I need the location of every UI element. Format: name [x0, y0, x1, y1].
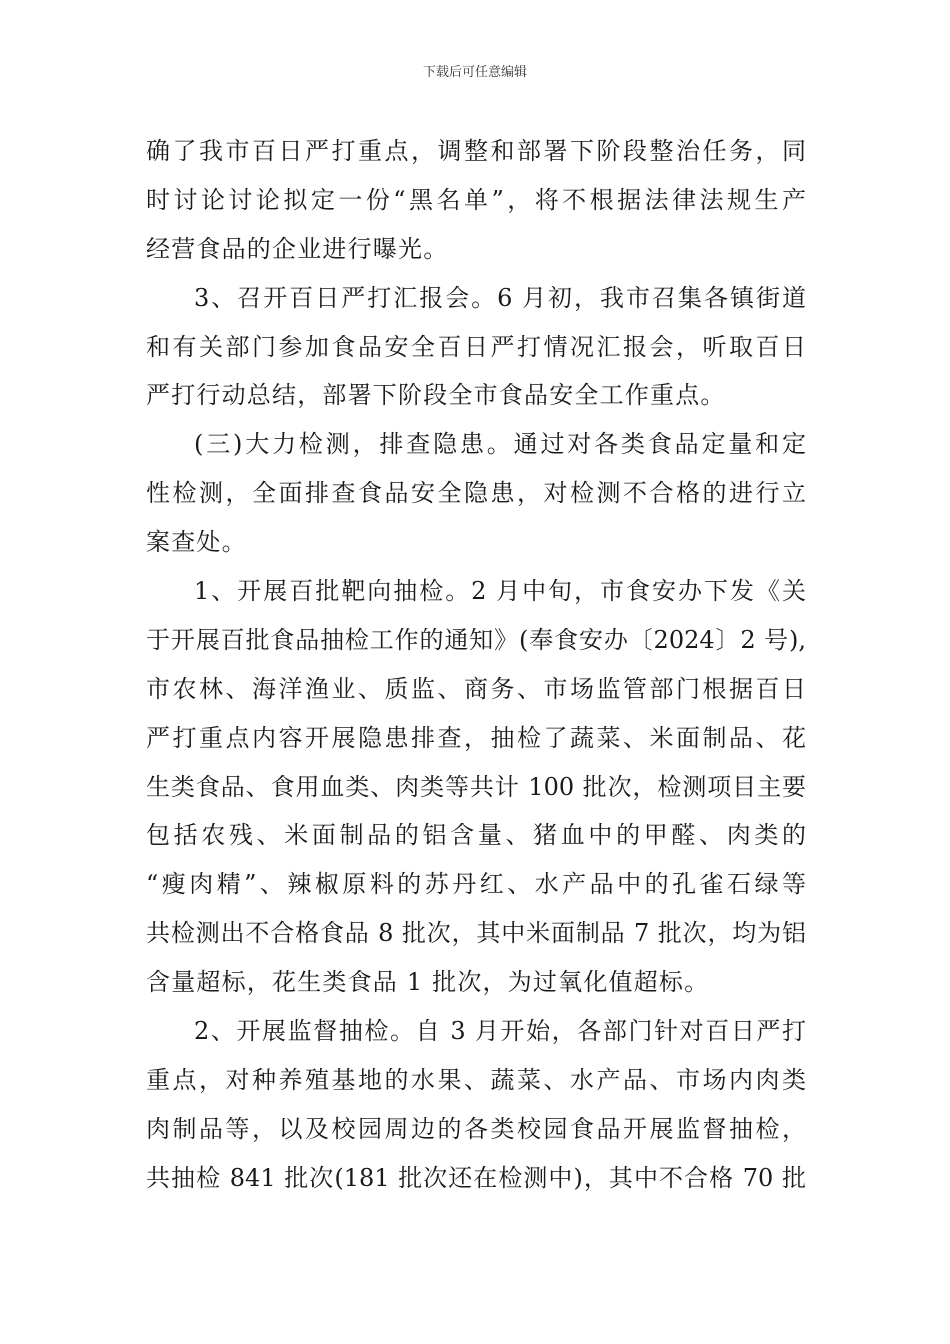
text-line: 重点，对种养殖基地的水果、蔬菜、水产品、市场内肉类	[146, 1065, 806, 1094]
text-line: (三)大力检测，排查隐患。通过对各类食品定量和定	[194, 430, 806, 459]
text-line: 2、开展监督抽检。自 3 月开始，各部门针对百日严打	[194, 1017, 806, 1046]
text-line: 和有关部门参加食品安全百日严打情况汇报会，听取百日	[146, 332, 806, 361]
text-line: “瘦肉精”、辣椒原料的苏丹红、水产品中的孔雀石绿等	[146, 870, 806, 899]
text-line: 3、召开百日严打汇报会。6 月初，我市召集各镇街道	[194, 283, 806, 312]
text-line: 经营食品的企业进行曝光。	[146, 234, 449, 263]
text-line: 市农林、海洋渔业、质监、商务、市场监管部门根据百日	[146, 674, 806, 703]
page-header-note: 下载后可任意编辑	[422, 65, 527, 80]
text-line: 案查处。	[146, 528, 247, 557]
text-line: 严打重点内容开展隐患排查，抽检了蔬菜、米面制品、花	[146, 723, 806, 752]
text-line: 共抽检 841 批次(181 批次还在检测中)，其中不合格 70 批	[146, 1163, 806, 1192]
text-line: 时讨论讨论拟定一份“黑名单”，将不根据法律法规生产	[146, 185, 806, 214]
text-line: 性检测，全面排查食品安全隐患，对检测不合格的进行立	[146, 479, 806, 508]
text-line: 共检测出不合格食品 8 批次，其中米面制品 7 批次，均为铝	[146, 919, 806, 948]
text-line: 于开展百批食品抽检工作的通知》(奉食安办〔2024〕2 号),	[146, 625, 806, 654]
text-line: 肉制品等，以及校园周边的各类校园食品开展监督抽检，	[146, 1114, 806, 1143]
text-line: 确了我市百日严打重点，调整和部署下阶段整治任务，同	[146, 137, 806, 165]
document-body	[146, 127, 806, 1203]
text-line: 1、开展百批靶向抽检。2 月中旬，市食安办下发《关	[194, 577, 806, 606]
text-line: 含量超标，花生类食品 1 批次，为过氧化值超标。	[146, 968, 710, 997]
text-line: 包括农残、米面制品的铝含量、猪血中的甲醛、肉类的	[146, 821, 806, 850]
text-line: 严打行动总结，部署下阶段全市食品安全工作重点。	[146, 381, 726, 410]
text-line: 生类食品、食用血类、肉类等共计 100 批次，检测项目主要	[146, 772, 806, 801]
